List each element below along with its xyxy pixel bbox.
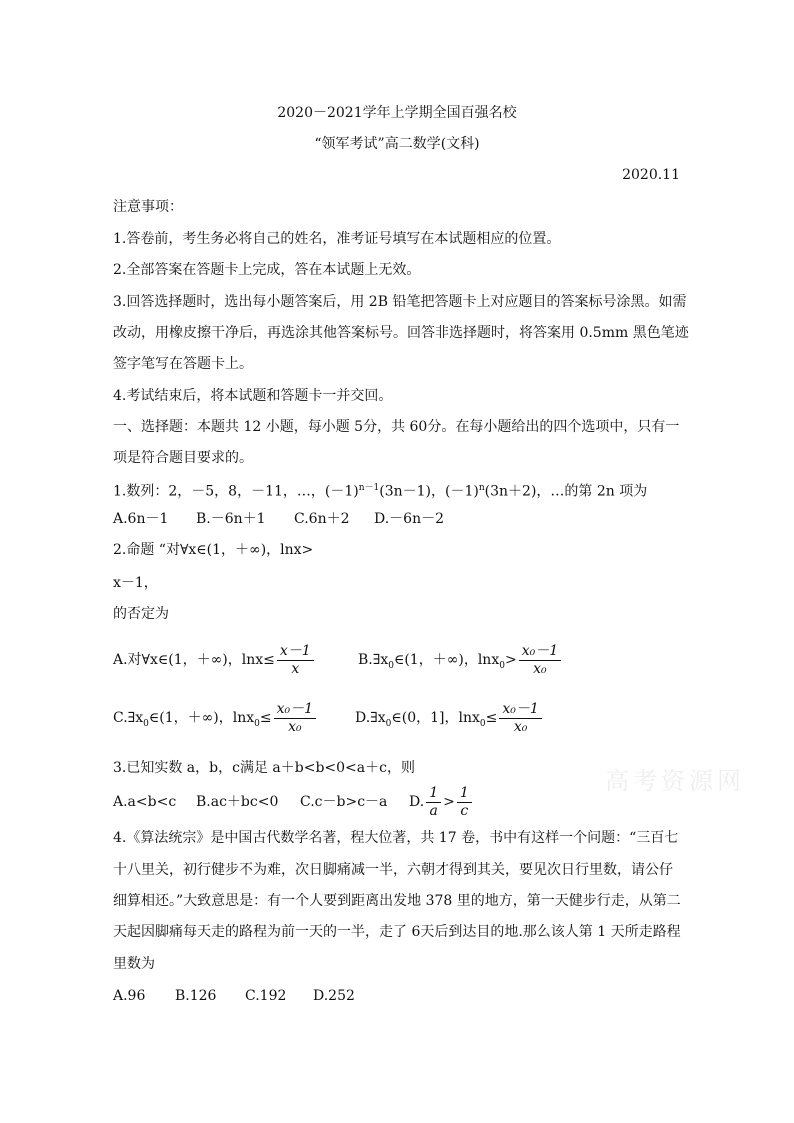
q4-option-a[interactable]: A.96 [113,988,146,1004]
q3-d-fraction-1: $\frac{1}{a}$ [426,785,441,820]
q2-stem-line-2: x－1， [113,575,158,591]
q4-line-1: 4.《算法统宗》是中国古代数学名著，程大位著，共 17 卷，书中有这样一个问题：“三百七 [113,830,679,846]
section-1-line-2: 项是符合题目要求的。 [113,450,253,466]
watermark: 高考资源网 [605,767,745,795]
note-1: 1.答卷前，考生务必将自己的姓名，准考证号填写在本试题相应的位置。 [113,231,561,247]
q4-line-3: 细算相还。”大致意思是：有一个人要到距离出发地 378 里的地方，第一天健步行走，从第二 [113,893,681,909]
q4-option-d[interactable]: D.252 [313,988,355,1004]
q2-d-fraction: $\frac{\text{x₀－1}}{\text{x₀}}$ [499,701,541,736]
q2-option-a[interactable]: A.对∀x∈(1，＋∞)，lnx≤ $\frac{x-1}{x}$ [113,640,316,680]
q4-line-5: 里数为 [113,956,155,972]
q1-option-a[interactable]: A.6n－1 [113,511,169,527]
q1-option-c[interactable]: C.6n＋2 [294,511,350,527]
q4-option-c[interactable]: C.192 [245,988,287,1004]
exam-subtitle: “领军考试”高二数学(文科) [314,136,480,152]
q4-line-4: 天起因脚痛每天走的路程为前一天的一半，走了 6天后到达目的地.那么该人第 1 天所走路程 [113,924,681,940]
note-3-line-3: 签字笔写在答题卡上。 [113,356,253,372]
note-2: 2.全部答案在答题卡上完成，答在本试题上无效。 [113,262,421,278]
q3-option-b[interactable]: B.ac＋bc<0 [196,794,279,810]
q4-line-2: 十八里关，初行健步不为难，次日脚痛减一半，六朝才得到其关，要见次日行里数，请公仔 [113,862,673,878]
q3-stem: 3.已知实数 a，b，c满足 a＋b<b<0<a＋c，则 [113,760,415,776]
q1-option-d[interactable]: D.－6n－2 [374,511,445,527]
q2-stem-line-1: 2.命题 “对∀x∈(1，＋∞)，lnx> [113,542,314,558]
q2-b-fraction: $\frac{\text{x₀－1}}{\text{x₀}}$ [519,643,561,678]
section-1-line-1: 一、选择题：本题共 12 小题，每小题 5分，共 60分。在每小题给出的四个选项中，只有一 [113,419,680,435]
note-3-line-2: 改动，用橡皮擦干净后，再选涂其他答案标号。回答非选择题时，将答案用 0.5mm 黑色笔迹 [113,325,689,341]
q2-option-d[interactable]: $D.\exists x_0\in(0$，1]，lnx$_0$≤ $\frac{\text{x₀－1}}{\text{x₀}}$ [355,698,544,744]
q1-stem: 1.数列：2，－5，8，－11，…，$(-1)^{n-1}(3n-1)$，$(-1)^n(3n+2)$，…的第 2n 项为 [113,483,648,500]
q3-option-c[interactable]: C.c－b>c－a [300,794,388,810]
q3-option-d[interactable]: D. $\frac{1}{a}$ > $\frac{1}{c}$ [409,782,474,822]
q2-a-fraction: $\frac{x-1}{x}$ [277,643,314,678]
notes-heading: 注意事项： [113,199,183,215]
note-3-line-1: 3.回答选择题时，选出每小题答案后，用 2B 铅笔把答题卡上对应题目的答案标号涂黑。如需 [113,294,687,310]
q4-option-b[interactable]: B.126 [175,988,217,1004]
q2-option-c[interactable]: $C.\exists x_0\in(1$，＋∞)，lnx$_0$≤ $\frac{\text{x₀－1}}{\text{x₀}}$ [113,698,318,744]
q2-c-fraction: $\frac{\text{x₀－1}}{\text{x₀}}$ [274,701,316,736]
note-4: 4.考试结束后，将本试题和答题卡一并交回。 [113,388,393,404]
q2-option-b[interactable]: $B.\exists x_0\in(1$，＋∞)，lnx$_0$> $\frac{\text{x₀－1}}{\text{x₀}}$ [358,640,563,686]
q3-d-fraction-2: $\frac{1}{c}$ [457,785,472,820]
q3-option-a[interactable]: A.a<b<c [113,794,177,810]
q2-stem-line-3: 的否定为 [113,606,169,622]
exam-date: 2020.11 [622,167,680,183]
exam-title: 2020－2021学年上学期全国百强名校 [277,105,517,121]
q1-option-b[interactable]: B.－6n＋1 [196,511,266,527]
